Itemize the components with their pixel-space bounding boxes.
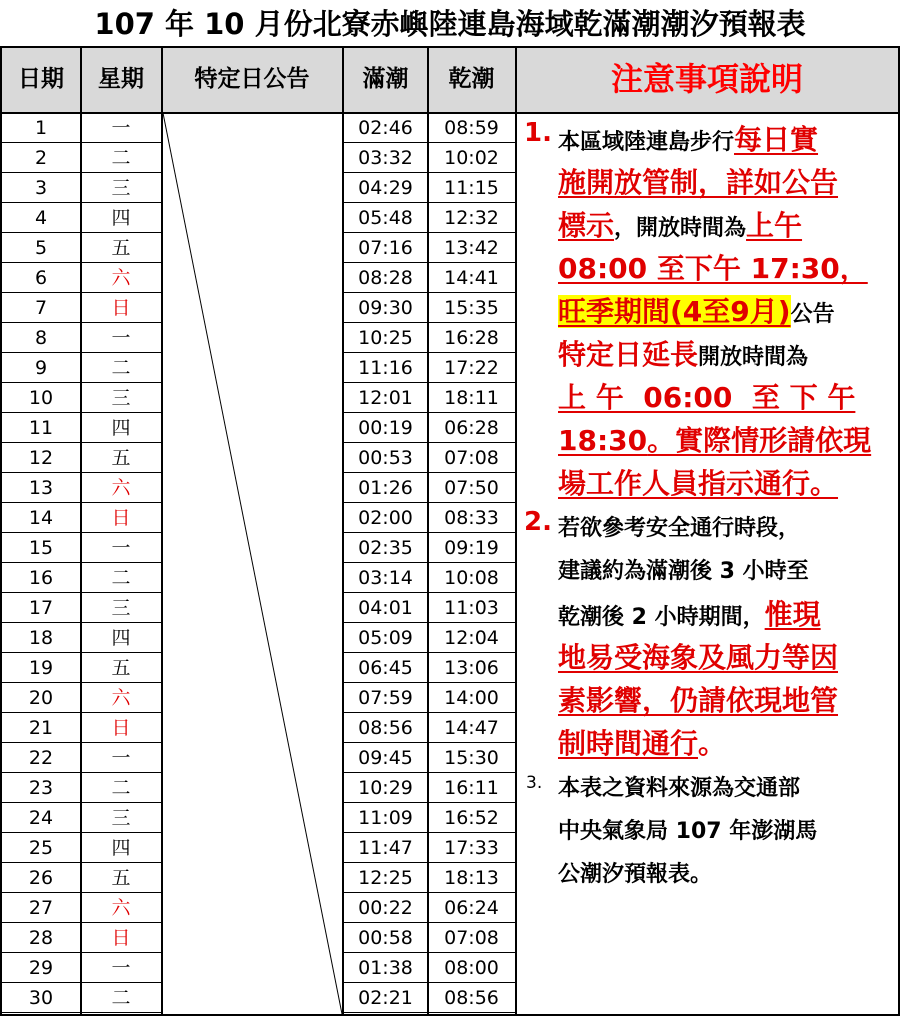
low-tide-cell: 06:28: [444, 417, 499, 439]
note-text-emphasis: 制時間通行: [558, 727, 699, 760]
note-1: [520, 118, 894, 505]
weekday-cell: 六: [111, 897, 131, 919]
weekday-cell: 二: [111, 357, 131, 379]
header-high-tide: 滿潮: [362, 66, 409, 92]
high-tide-cell: 09:30: [358, 297, 413, 319]
note-text-emphasis: 每日實: [734, 123, 819, 156]
high-tide-cell: 07:59: [358, 687, 413, 709]
date-cell: 5: [34, 237, 48, 259]
date-cell: 21: [28, 717, 54, 739]
high-tide-cell: 11:09: [358, 807, 413, 829]
date-cell: 22: [28, 747, 54, 769]
note-3-number: 3.: [526, 773, 543, 793]
date-cell: 19: [28, 657, 54, 679]
high-tide-cell: 02:00: [358, 507, 413, 529]
low-tide-cell: 14:41: [444, 267, 499, 289]
high-tide-cell: 03:32: [358, 147, 413, 169]
date-cell: 16: [28, 567, 54, 589]
low-tide-cell: 18:11: [444, 387, 499, 409]
date-cell: 28: [28, 927, 54, 949]
note-text: 本區域陸連島步行: [558, 130, 735, 155]
note-text-highlight: 旺季期間(4至9月): [558, 295, 791, 328]
weekday-cell: 四: [111, 417, 131, 439]
note-text: 建議約為滿潮後 3 小時至: [558, 559, 809, 584]
low-tide-cell: 12:32: [444, 207, 499, 229]
high-tide-cell: 00:19: [358, 417, 413, 439]
notes-title: 注意事項說明: [610, 60, 803, 98]
low-tide-cell: 10:08: [444, 567, 499, 589]
low-tide-cell: 16:11: [444, 777, 499, 799]
low-tide-cell: 17:33: [444, 837, 499, 859]
date-cell: 17: [28, 597, 54, 619]
high-tide-cell: 01:26: [358, 477, 413, 499]
high-tide-cell: 08:28: [358, 267, 413, 289]
high-tide-cell: 02:21: [358, 987, 413, 1009]
high-tide-cell: 04:01: [358, 597, 413, 619]
low-tide-cell: 07:08: [444, 447, 499, 469]
weekday-cell: 一: [111, 747, 131, 769]
low-tide-cell: 17:22: [444, 357, 499, 379]
low-tide-cell: 10:02: [444, 147, 499, 169]
weekday-cell: 五: [111, 447, 131, 469]
low-tide-cell: 08:56: [444, 987, 499, 1009]
high-tide-cell: 03:14: [358, 567, 413, 589]
low-tide-cell: 09:19: [444, 537, 499, 559]
date-cell: 13: [28, 477, 54, 499]
date-cell: 24: [28, 807, 54, 829]
weekday-cell: 三: [111, 807, 131, 829]
header-weekday: 星期: [98, 66, 144, 92]
note-text-emphasis: 08:00 至下午 17:30，: [558, 252, 868, 285]
note-text-emphasis: 上午: [746, 209, 803, 242]
note-text: 本表之資料來源為交通部: [558, 776, 801, 801]
high-tide-cell: 04:29: [358, 177, 413, 199]
high-tide-cell: 05:09: [358, 627, 413, 649]
note-2-number: 2.: [524, 507, 552, 537]
low-tide-cell: 13:42: [444, 237, 499, 259]
page-title: 107 年 10 月份北寮赤嶼陸連島海域乾滿潮潮汐預報表: [94, 7, 806, 41]
high-tide-cell: 07:16: [358, 237, 413, 259]
header-special-day: 特定日公告: [194, 66, 310, 92]
note-text-emphasis: 施開放管制，詳如公告: [558, 166, 839, 199]
note-text: ，開放時間為: [614, 216, 747, 241]
note-text-emphasis: 18:30: [558, 424, 648, 457]
date-cell: 8: [34, 327, 48, 349]
date-cell: 4: [34, 207, 48, 229]
weekday-cell: 一: [111, 957, 131, 979]
weekday-cell: 四: [111, 207, 131, 229]
note-text: 乾潮後 2 小時期間，: [558, 605, 765, 630]
low-tide-cell: 15:35: [444, 297, 499, 319]
date-cell: 23: [28, 777, 54, 799]
low-tide-cell: 16:28: [444, 327, 499, 349]
note-text-emphasis: 。實際情形請依現: [647, 424, 872, 457]
date-cell: 9: [34, 357, 48, 379]
note-text-emphasis: 素影響，仍請依現地管: [558, 684, 839, 717]
low-tide-cell: 07:08: [444, 927, 499, 949]
date-cell: 27: [28, 897, 54, 919]
weekday-cell: 二: [111, 987, 131, 1009]
weekday-cell: 一: [111, 117, 131, 139]
note-text: 公潮汐預報表。: [558, 862, 713, 887]
note-text-emphasis: 地易受海象及風力等因: [558, 641, 839, 674]
date-cell: 6: [34, 267, 48, 289]
weekday-cell: 五: [111, 867, 131, 889]
high-tide-cell: 10:29: [358, 777, 413, 799]
weekday-cell: 三: [111, 387, 131, 409]
low-tide-cell: 06:24: [444, 897, 499, 919]
high-tide-cell: 00:22: [358, 897, 413, 919]
note-2: [520, 507, 894, 765]
weekday-cell: 六: [111, 477, 131, 499]
weekday-cell: 三: [111, 177, 131, 199]
note-text-emphasis: 場工作人員指示通行。: [558, 467, 839, 500]
weekday-cell: 三: [111, 597, 131, 619]
note-text-emphasis: 特定日延長: [558, 338, 699, 371]
weekday-cell: 五: [111, 657, 131, 679]
low-tide-cell: 14:00: [444, 687, 499, 709]
date-cell: 11: [28, 417, 54, 439]
header-date: 日期: [18, 66, 64, 92]
weekday-cell: 六: [111, 687, 131, 709]
weekday-cell: 四: [111, 837, 131, 859]
date-cell: 14: [28, 507, 54, 529]
high-tide-cell: 06:45: [358, 657, 413, 679]
header-low-tide: 乾潮: [448, 66, 495, 92]
weekday-cell: 二: [111, 777, 131, 799]
date-cell: 18: [28, 627, 54, 649]
high-tide-cell: 08:56: [358, 717, 413, 739]
weekday-cell: 五: [111, 237, 131, 259]
note-1-number: 1.: [524, 118, 552, 148]
low-tide-cell: 08:33: [444, 507, 499, 529]
note-text: 開放時間為: [698, 345, 809, 370]
weekday-cell: 一: [111, 327, 131, 349]
high-tide-cell: 01:38: [358, 957, 413, 979]
low-tide-cell: 13:06: [444, 657, 499, 679]
date-cell: 1: [34, 117, 48, 139]
low-tide-cell: 11:03: [444, 597, 499, 619]
high-tide-cell: 09:45: [358, 747, 413, 769]
low-tide-cell: 18:13: [444, 867, 499, 889]
note-text-emphasis: 。: [698, 727, 727, 760]
note-3: [520, 767, 894, 896]
date-cell: 30: [28, 987, 54, 1009]
date-cell: 29: [28, 957, 54, 979]
low-tide-cell: 08:00: [444, 957, 499, 979]
high-tide-cell: 11:16: [358, 357, 413, 379]
date-cell: 3: [34, 177, 48, 199]
date-cell: 25: [28, 837, 54, 859]
high-tide-cell: 10:25: [358, 327, 413, 349]
note-text: 中央氣象局 107 年澎湖馬: [558, 819, 818, 844]
date-cell: 15: [28, 537, 54, 559]
low-tide-cell: 14:47: [444, 717, 499, 739]
date-cell: 20: [28, 687, 54, 709]
date-cell: 26: [28, 867, 54, 889]
high-tide-cell: 00:58: [358, 927, 413, 949]
high-tide-cell: 12:25: [358, 867, 413, 889]
high-tide-cell: 02:35: [358, 537, 413, 559]
low-tide-cell: 11:15: [444, 177, 499, 199]
high-tide-cell: 12:01: [358, 387, 413, 409]
notes-panel: [520, 118, 894, 896]
weekday-cell: 六: [111, 267, 131, 289]
low-tide-cell: 15:30: [444, 747, 499, 769]
weekday-cell: 日: [111, 507, 131, 529]
note-text-emphasis: 上 午 06:00 至 下 午: [558, 381, 856, 414]
low-tide-cell: 12:04: [444, 627, 499, 649]
weekday-cell: 日: [111, 297, 131, 319]
weekday-cell: 日: [111, 717, 131, 739]
weekday-cell: 一: [111, 537, 131, 559]
high-tide-cell: 05:48: [358, 207, 413, 229]
note-text: 若欲參考安全通行時段，: [558, 516, 801, 541]
low-tide-cell: 07:50: [444, 477, 499, 499]
high-tide-cell: 00:53: [358, 447, 413, 469]
date-cell: 10: [28, 387, 54, 409]
weekday-cell: 四: [111, 627, 131, 649]
weekday-cell: 日: [111, 927, 131, 949]
low-tide-cell: 16:52: [444, 807, 499, 829]
note-text: 公告: [790, 302, 835, 327]
high-tide-cell: 02:46: [358, 117, 413, 139]
date-cell: 7: [34, 297, 48, 319]
note-text-emphasis: 惟現: [764, 598, 821, 631]
note-text-emphasis: 標示: [558, 209, 615, 242]
weekday-cell: 二: [111, 567, 131, 589]
date-cell: 2: [34, 147, 48, 169]
low-tide-cell: 08:59: [444, 117, 499, 139]
high-tide-cell: 11:47: [358, 837, 413, 859]
date-cell: 12: [28, 447, 54, 469]
weekday-cell: 二: [111, 147, 131, 169]
